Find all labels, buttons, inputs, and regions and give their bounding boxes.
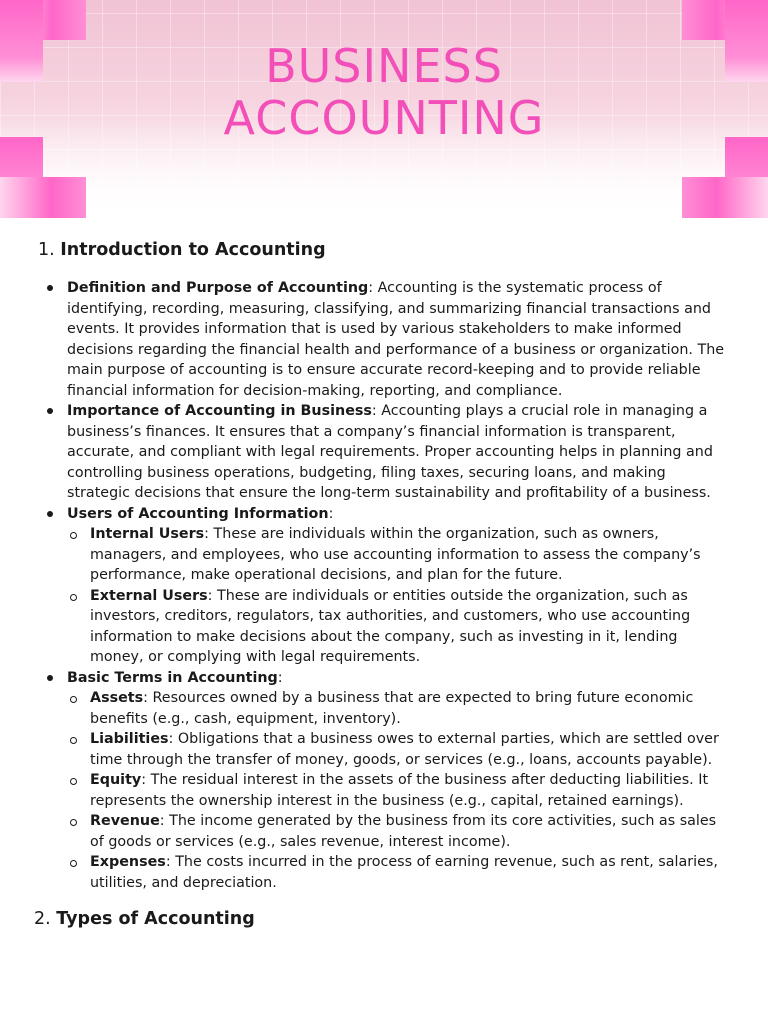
page-title [0, 40, 768, 144]
term-label: Definition and Purpose of Accounting [67, 280, 369, 296]
sub-list-item [0, 770, 768, 811]
term-description: : [277, 669, 283, 686]
section-heading-2 [0, 907, 768, 931]
term-label: External Users [90, 587, 208, 604]
term-label: Importance of Accounting in Business [67, 403, 372, 419]
sub-list-item [0, 811, 768, 852]
section-title: Types of Accounting [56, 909, 255, 929]
bullet-icon [47, 285, 53, 291]
list-item [0, 278, 768, 401]
term-description: : These are individuals or entities outside the organization, such as investors, creditors, regulators, tax authorities, and customers, who use accounting information to make decisions about the company, such as investing in it, lending money, or complying with legal requirements. [90, 587, 691, 665]
sub-list-item [0, 524, 768, 586]
sub-list-item [0, 586, 768, 668]
bullet-icon [47, 511, 53, 517]
term-label: Liabilities [90, 731, 169, 747]
title-line-1: BUSINESS [265, 39, 503, 93]
term-description: : Accounting plays a crucial role in managing a business’s finances. It ensures that a company’s financial information is transparent, accurate, and compliant with legal requirements. Proper accounting helps in planning and controlling business operations, budgeting, filing taxes, securing loans, and making strategic decisions that ensure the long-term sustainability and profitability of a business. [67, 403, 713, 501]
list-item [0, 401, 768, 504]
sub-list-item [0, 852, 768, 893]
section-number: 1. [38, 240, 55, 260]
list-item [0, 504, 768, 525]
term-label: Basic Terms in Accounting [67, 669, 278, 686]
term-description: : The residual interest in the assets of the business after deducting liabilities. It represents the ownership interest in the business (e.g., capital, retained earnings). [90, 772, 709, 809]
sub-list-item [0, 688, 768, 729]
term-label: Users of Accounting Information [67, 505, 329, 522]
term-description: : These are individuals within the organization, such as owners, managers, and employees, who use accounting information to assess the company’s performance, make operational decisions, and plan for the future. [90, 526, 701, 583]
term-label: Internal Users [90, 526, 205, 542]
circle-bullet-icon [70, 696, 77, 703]
term-description: : The income generated by the business from its core activities, such as sales of goods or services (e.g., sales revenue, interest income). [90, 813, 717, 850]
section-number: 2. [34, 909, 51, 929]
title-line-2: ACCOUNTING [223, 91, 545, 145]
circle-bullet-icon [70, 819, 77, 826]
circle-bullet-icon [70, 737, 77, 744]
term-description: : [328, 505, 334, 522]
corner-decoration-bottom-right [682, 177, 768, 218]
section-title: Introduction to Accounting [60, 240, 326, 260]
term-description: : The costs incurred in the process of earning revenue, such as rent, salaries, utilities, and depreciation. [90, 854, 718, 891]
term-label: Revenue [90, 813, 160, 829]
term-label: Equity [90, 772, 142, 788]
term-label: Assets [90, 690, 144, 706]
list-item [0, 668, 768, 689]
header-banner [0, 0, 768, 218]
circle-bullet-icon [70, 778, 77, 785]
corner-decoration-bottom-left [0, 177, 86, 218]
circle-bullet-icon [70, 594, 77, 601]
document-body [0, 232, 768, 947]
term-description: : Obligations that a business owes to external parties, which are settled over time through the transfer of money, goods, or services (e.g., loans, accounts payable). [90, 731, 719, 768]
circle-bullet-icon [70, 532, 77, 539]
term-description: : Resources owned by a business that are expected to bring future economic benefits (e.g., cash, equipment, inventory). [90, 690, 694, 727]
term-description: : Accounting is the systematic process of identifying, recording, measuring, classifying, and summarizing financial transactions and events. It provides information that is used by various stakeholders to make informed decisions regarding the financial health and performance of a business or organization. The main purpose of accounting is to ensure accurate record-keeping and to provide reliable financial information for decision-making, reporting, and compliance. [67, 280, 725, 399]
bullet-icon [47, 408, 53, 414]
circle-bullet-icon [70, 860, 77, 867]
sub-list-item [0, 729, 768, 770]
section-heading-1 [0, 238, 768, 262]
bullet-icon [47, 675, 53, 681]
term-label: Expenses [90, 854, 166, 870]
